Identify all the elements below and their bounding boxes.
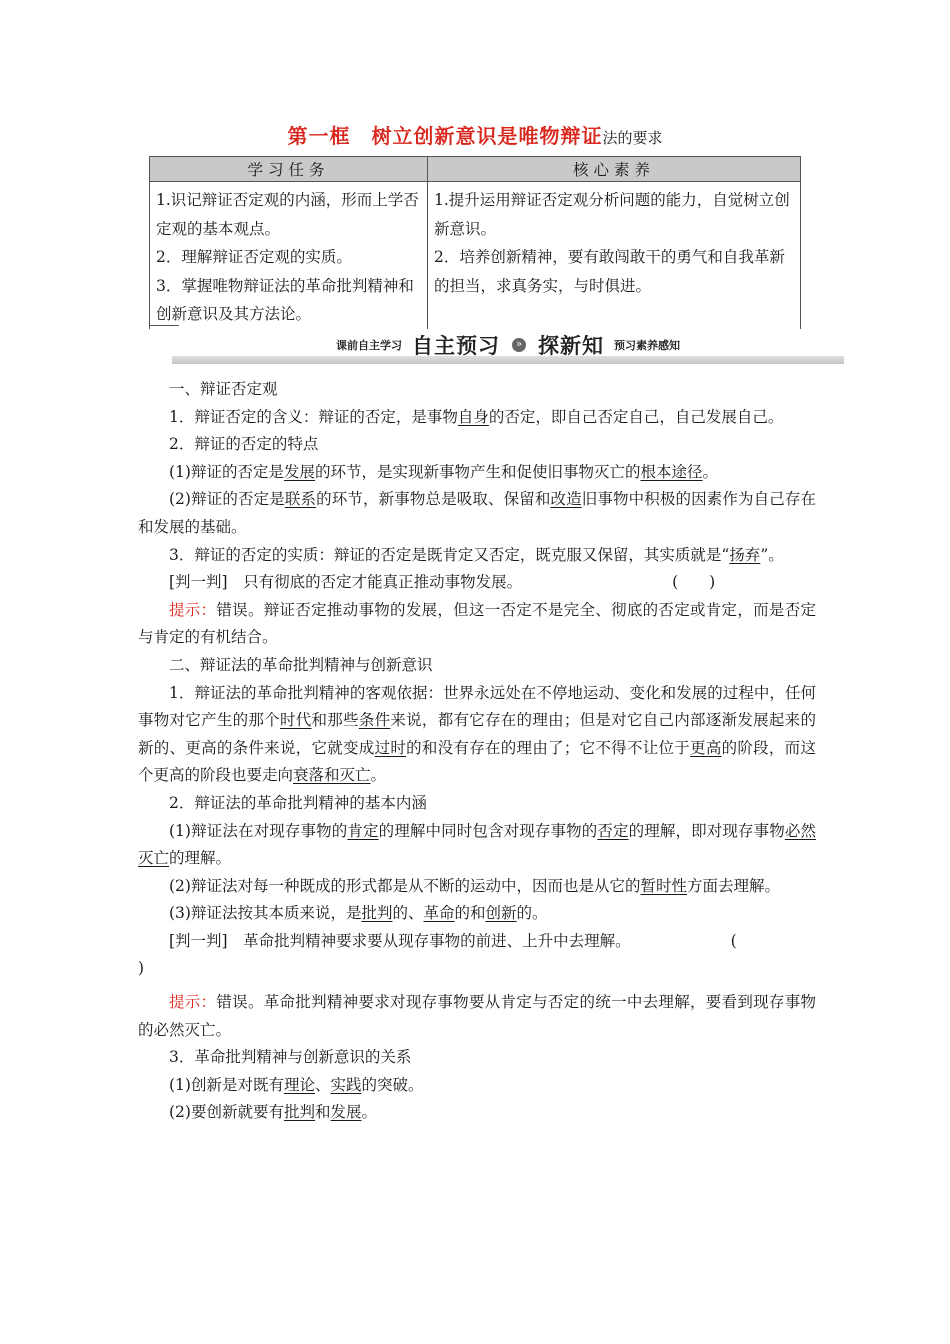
- paragraph: (1)创新是对既有理论、实践的突破。: [169, 1075, 424, 1094]
- paragraph: 1．辩证法的革命批判精神的客观依据：世界永远处在不停地运动、变化和发展的过程中，任何事物对它产生的那个时代和那些条件来说，都有它存在的理由；但是对它自己内部逐渐发展起来的新的、更高的条件来说，它就变成过时的和没有存在的理由了；它不得不让位于更高的阶段，而这个更高的阶段也要走向衰落和灭亡。: [138, 683, 816, 785]
- title-main: 第一框 树立创新意识是唯物辩证: [287, 124, 603, 148]
- paragraph: 1．辩证否定的含义：辩证的否定，是事物自身的否定，即自己否定自己，自己发展自己。: [169, 407, 784, 426]
- learning-goals-table: [149, 156, 801, 329]
- hint: 提示：错误。革命批判精神要求对现存事物要从肯定与否定的统一中去理解，要看到现存事物的必然灭亡。: [138, 993, 816, 1039]
- section-heading: 二、辩证法的革命批判精神与创新意识: [169, 655, 433, 674]
- header-learning-tasks: 学习任务: [150, 157, 428, 182]
- paragraph: 3．革命批判精神与创新意识的关系: [169, 1048, 412, 1067]
- paragraph: 2．辩证法的革命批判精神的基本内涵: [169, 793, 427, 812]
- table-corner-line: [149, 325, 179, 326]
- title-tail: 法的要求: [602, 129, 663, 147]
- content-body: [138, 376, 816, 1127]
- judge-question: [判一判] 革命批判精神要求要从现存事物的前进、上升中去理解。 (: [169, 931, 737, 950]
- core-literacy-cell: 1.提升运用辩证否定观分析问题的能力，自觉树立创新意识。 2．培养创新精神，要有敢闯敢干的勇气和自我革新的担当，求真务实，与时俱进。: [428, 182, 801, 329]
- paragraph: 3．辩证的否定的实质：辩证的否定是既肯定又否定，既克服又保留，其实质就是“扬弃”。: [169, 545, 784, 564]
- header-core-literacy: 核心素养: [428, 157, 801, 182]
- judge-question: [判一判] 只有彻底的否定才能真正推动事物发展。 ( ): [169, 573, 716, 592]
- paragraph: (2)辩证法对每一种既成的形式都是从不断的运动中，因而也是从它的暂时性方面去理解。: [169, 876, 780, 895]
- paragraph: (3)辩证法按其本质来说，是批判的、革命的和创新的。: [169, 904, 548, 923]
- section-heading: 一、辩证否定观: [169, 380, 278, 398]
- learning-tasks-cell: 1.识记辩证否定观的内涵，形而上学否定观的基本观点。 2．理解辩证否定观的实质。 3．掌握唯物辩证法的革命批判精神和创新意识及其方法论。: [150, 182, 428, 329]
- judge-paren: ): [138, 959, 145, 978]
- page-title: [150, 120, 800, 149]
- section-banner: 课前自主学习 自主预习 » 探新知 预习素养感知: [172, 330, 844, 366]
- hint: 提示：错误。辩证否定推动事物的发展，但这一否定不是完全、彻底的否定或肯定，而是否定与肯定的有机结合。: [138, 600, 816, 647]
- chevron-icon: »: [512, 338, 526, 352]
- paragraph: (1)辩证法在对现存事物的肯定的理解中同时包含对现存事物的否定的理解，即对现存事物必然灭亡的理解。: [138, 821, 816, 868]
- paragraph: 2．辩证的否定的特点: [169, 435, 319, 454]
- paragraph: (2)要创新就要有批判和发展。: [169, 1103, 378, 1122]
- paragraph: (2)辩证的否定是联系的环节，新事物总是吸取、保留和改造旧事物中积极的因素作为自己存在和发展的基础。: [138, 490, 816, 536]
- paragraph: (1)辩证的否定是发展的环节，是实现新事物产生和促使旧事物灭亡的根本途径。: [169, 462, 719, 481]
